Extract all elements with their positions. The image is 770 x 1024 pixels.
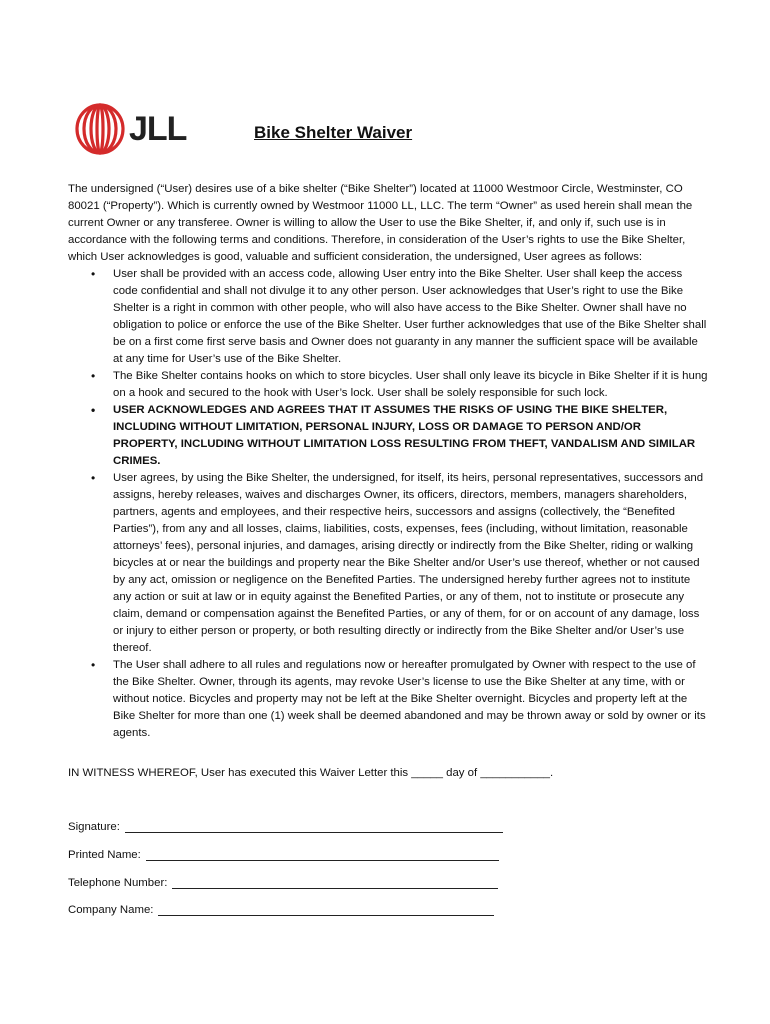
printed-name-label: Printed Name: — [68, 849, 141, 861]
logo-text: JLL — [129, 110, 187, 148]
jll-logo — [74, 102, 194, 156]
signature-row — [68, 820, 503, 833]
witness-statement: IN WITNESS WHEREOF, User has executed this Waiver Letter this _____ day of ___________. — [68, 767, 554, 779]
list-item: • User agrees, by using the Bike Shelter, the undersigned, for itself, its heirs, personal representatives, successors and assigns, hereby releases, waives and discharges Owner, its officers, directors, members, managers shareholders, partners, agents and employees, and their respective heirs, successors and assigns (collectively, the “Benefited Parties”), from any and all losses, claims, liabilities, costs, expenses, fees (including, without limitation, reasonable attorneys’ fees), personal injuries, and damages, arising directly or indirectly from the Bike Shelter, riding or walking bicycles at or near the buildings and property near the Bike Shelter and/or User’s use thereof, whether or not caused by any act, omission or negligence on the Benefited Parties. The undersigned hereby further agrees not to institute any action or suit at law or in equity against the Benefited Parties, or any of them, not to institute or prosecute any claim, demand or compensation against the Benefited Parties, or any of them, for or on account of any damage, loss or injury to either person or property, or both resulting directly or indirectly from the Bike Shelter and/or User’s use thereof. — [113, 470, 708, 657]
telephone-field[interactable] — [172, 876, 498, 889]
waiver-body — [68, 181, 708, 742]
telephone-label: Telephone Number: — [68, 877, 168, 889]
document-title: Bike Shelter Waiver — [254, 123, 413, 142]
list-item: • The Bike Shelter contains hooks on which to store bicycles. User shall only leave its bicycle in Bike Shelter if it is hung on a hook and secured to the hook with User’s lock. User shall be solely responsible for such lock. — [113, 368, 708, 402]
list-item: • USER ACKNOWLEDGES AND AGREES THAT IT ASSUMES THE RISKS OF USING THE BIKE SHELTER, INCLUDING WITHOUT LIMITATION, PERSONAL INJURY, LOSS OR DAMAGE TO PERSON AND/OR PROPERTY, INCLUDING WITHOUT LIMITATION LOSS RESULTING FROM THEFT, VANDALISM AND SIMILAR CRIMES. — [113, 402, 708, 470]
signature-label: Signature: — [68, 821, 120, 833]
jll-logo-mark-icon — [74, 102, 126, 156]
signature-field[interactable] — [125, 820, 503, 833]
list-item: • User shall be provided with an access code, allowing User entry into the Bike Shelter. User shall keep the access code confidential and shall not divulge it to any other person. User acknowledges that User’s right to use the Bike Shelter is a right in common with other people, who will also have access to the Bike Shelter. Owner shall have no obligation to police or enforce the use of the Bike Shelter. User further acknowledges that use of the Bike Shelter shall be on a first come first serve basis and Owner does not guaranty in any manner the sufficient space will be available at any time for User’s use of the Bike Shelter. — [113, 266, 708, 368]
company-name-label: Company Name: — [68, 904, 154, 916]
printed-name-row — [68, 848, 499, 861]
company-name-field[interactable] — [158, 903, 494, 916]
list-item: • The User shall adhere to all rules and regulations now or hereafter promulgated by Owner with respect to the use of the Bike Shelter. Owner, through its agents, may revoke User’s license to use the Bike Shelter at any time, with or without notice. Bicycles and property may not be left at the Bike Shelter overnight. Bicycles and property left at the Bike Shelter for more than one (1) week shall be deemed abandoned and may be thrown away or sold by owner or its agents. — [113, 657, 708, 742]
telephone-row — [68, 876, 498, 889]
intro-paragraph: The undersigned (“User) desires use of a bike shelter (“Bike Shelter”) located at 11000 Westmoor Circle, Westminster, CO 80021 (“Property”). Which is currently owned by Westmoor 11000 LL, LLC. The term “Owner” as used herein shall mean the current Owner or any transferee. Owner is willing to allow the User to use the Bike Shelter, if, and only if, such use is in accordance with the following terms and conditions. Therefore, in consideration of the User’s rights to use the Bike Shelter, which User acknowledges is good, valuable and sufficient consideration, the undersigned, User agrees as follows: — [68, 183, 693, 263]
company-name-row — [68, 903, 494, 916]
terms-list — [68, 266, 708, 742]
printed-name-field[interactable] — [146, 848, 499, 861]
